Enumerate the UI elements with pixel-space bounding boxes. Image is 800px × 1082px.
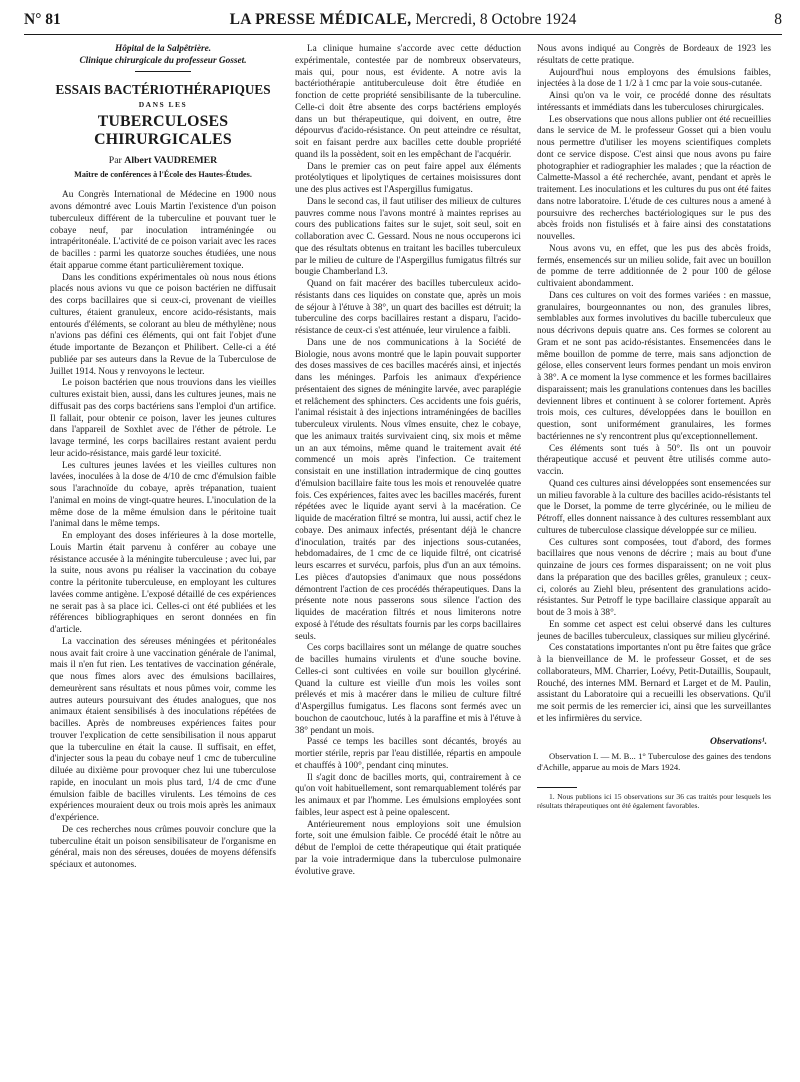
issue-number: N° 81 xyxy=(24,11,61,28)
paragraph: Les cultures jeunes lavées et les vieilles cultures non lavées, inoculées à la dose de 4/10 de cmc d'émulsion faible sous l'arachnoïde du cobaye, après trépanation, tuaient l'animal en moins de vingt-quatre heures. L'inoculation de la même dose de la même émulsion dans le péritoine tuait l'animal dans le même temps. xyxy=(50,460,276,530)
paragraph: Ainsi qu'on va le voir, ce procédé donne des résultats intéressants et immédiats dans les tuberculoses chirurgicales. xyxy=(537,91,771,113)
hospital-line-2: Clinique chirurgicale du professeur Gosset. xyxy=(79,55,247,66)
heading-separator xyxy=(135,71,191,72)
page-header xyxy=(24,10,782,32)
author-name: Albert VAUDREMER xyxy=(124,154,218,166)
journal-title-line xyxy=(24,10,782,30)
byline xyxy=(50,155,276,167)
paragraph: Dans ces cultures on voit des formes variées : en massue, granulaires, bourgeonnantes ou non, des granules libres, semblables aux formes involutives du bacille tuberculeux que nous décrivons depuis quatre ans. Ces formes se colorent au Gram et ne sont pas acido-résistantes. Ensemencées dans le même bouillon de pomme de terre, mais sans adjonction de gélose, elles conservent leurs formes pendant un mois environ à 38°. A ce moment la lyse commence et les formes bacillaires disparaissent; mais les granulations contenues dans les bacilles deviennent libres et continuent à se colorer fortement. Après trois mois, ces cultures, développées dans le bouillon en question, sont uniformément granulaires, les formes bactériennes ne s'y rencontrent plus qu'exceptionnellement. xyxy=(537,290,771,442)
paragraph: Dans une de nos communications à la Société de Biologie, nous avons montré que le lapin pouvait supporter des doses massives de ces bacilles macérés ainsi, et injectés dans les méninges. Parfois les animaux d'expérience présentaient des signes de méningite larvée, avec paraplégie et relâchement des sphincters. Ces accidents une fois guéris, l'animal résistait à des injections intraméningées de bacilles tuberculeux virulents. Nous vîmes ensuite, chez le cobaye, que les animaux traités survivaient cinq, six mois et même un an aux témoins, même quand le traitement avait été commencé un mois après l'infection. Ce traitement consistait en une instillation intradermique de cinq gouttes d'émulsion bacillaire faite tous les mois et renouvelée quatre fois. Ces expériences, faites avec les bacilles macérés, furent répétées avec le liquide ayant servi à la macération. Ce liquide de macération filtré se montra, lui aussi, actif chez le cobaye. Des animaux infectés, présentant déjà le chancre d'inoculation, traités par des injections sous-cutanées, hebdomadaires, de 1 cmc de ce liquide filtré, ont cicatrisé leurs escarres et survécu, parfois, plus d'un an aux témoins. Les pièces d'autopsies d'animaux que nous possédons démontrent l'action de ces procédés thérapeutiques. Dans la présente note nous passerons sous silence l'action des liquides de macération filtrés et nous limiterons notre exposé à l'étude des résultats fournis par les corps bacillaires seuls. xyxy=(295,337,521,642)
paragraph: Les observations que nous allons publier ont été recueillies dans le service de M. le professeur Gosset qui a bien voulu nous permettre d'utiliser les moyens scientifiques complets dont ce service dispose. C'est ainsi que nous avons pu faire photographier et radiographier les malades ; que la réaction de Calmette-Massol a été recherchée, avant, pendant et après le traitement. Les inoculations et les cultures du pus ont été faites dans notre laboratoire. L'étude de ces cultures nous a amené à poursuivre des recherches bactériologiques sur le pus des abcès froids non fistulisés et à faire ainsi des constatations nouvelles. xyxy=(537,114,771,242)
paragraph: Ces constatations importantes n'ont pu être faites que grâce à la bienveillance de M. le professeur Gosset, et de ses collaborateurs, MM. Charrier, Loévy, Petit-Dutaillis, Soupault, Rouché, des internes MM. Bernard et Larget et de M. Paulin, assistant du Laboratoire qui a recueilli les observations. Qu'il me soit permis de les remercier ici, ainsi que les surveillantes et les infirmières du service. xyxy=(537,643,771,724)
hospital-heading xyxy=(50,44,276,67)
observations-heading: Observations¹. xyxy=(710,735,767,747)
column-2 xyxy=(295,44,521,1064)
footnote-rule xyxy=(537,787,577,788)
journal-name: LA PRESSE MÉDICALE, xyxy=(229,11,412,28)
column-3 xyxy=(537,44,771,1064)
paragraph: En employant des doses inférieures à la dose mortelle, Louis Martin était parvenu à conférer au cobaye une résistance accusée à la méningite tuberculeuse ; avec lui, par la suite, nous avons pu réaliser la vaccination du cobaye contre la péritonite tuberculeuse, en employant les cultures lavées comme antigène. L'exposé détaillé de ces expériences ne serait pas à sa place ici. Celles-ci ont été publiées et les références bibliographiques en seront données en fin d'article. xyxy=(50,531,276,635)
paragraph: Passé ce temps les bacilles sont décantés, broyés au mortier stérile, repris par l'eau distillée, répartis en ampoule et chauffés à 100°, pendant cinq minutes. xyxy=(295,737,521,771)
paragraph: Dans les conditions expérimentales où nous nous étions placés nous avions vu que ce poison bactérien ne diffusait des corps bacillaires que si ceux-ci, provenant de vieilles cultures, étaient granuleux, encore acido-résistants, mais entourés d'éléments, se colorant au bleu de méthylène; nous n'avions pas défini ces éléments, qui ont fait l'objet d'une étude importante de Bezançon et Philibert. Celle-ci a été publiée par ses auteurs dans la Revue de la Tuberculose de Juillet 1914. Nous y renvoyons le lecteur. xyxy=(50,272,276,377)
article-title-line-3: TUBERCULOSES CHIRURGICALES xyxy=(94,112,232,148)
paragraph: Ces cultures sont composées, tout d'abord, des formes bacillaires que nous venons de décrire ; mais au bout d'une quinzaine de jours ces formes disparaissent; on ne voit plus dans la préparation que des bacilles grêles, granuleux ; ceux-ci, colorés au Ziehl bleu, présentent des granulations acido-résistantes. Sur Petroff le type bacillaire classique apparaît au bout de 3 mois à 38°. xyxy=(537,537,771,618)
paragraph: Nous avons vu, en effet, que les pus des abcès froids, fermés, ensemencés sur un milieu solide, fait avec un bouillon de pomme de terre additionnée de 2 pour 100 de gélose cultivaient abondamment. xyxy=(537,243,771,289)
article-title-line-1: ESSAIS BACTÉRIOTHÉRAPIQUES xyxy=(55,82,271,97)
hospital-line-1: Hôpital de la Salpêtrière. xyxy=(114,44,212,54)
paragraph: Ces éléments sont tués à 50°. Ils ont un pouvoir thérapeutique accusé et peuvent être utilisés comme auto-vaccin. xyxy=(537,443,771,477)
footnote: 1. Nous publions ici 15 observations sur 36 cas traités pour lesquels les résultats thérapeutiques ont été également favorables. xyxy=(537,791,771,811)
paragraph: Au Congrès International de Médecine en 1900 nous avons démontré avec Louis Martin l'existence d'un poison tuberculeux différent de la tuberculine et pouvant tuer le cobaye neuf, par inoculation intraméningée ou intrapéritonéale. L'activité de ce poison variait avec les races de bacilles : parmi les quatorze souches étudiées, une nous était apparue comme étant particulièrement toxique. xyxy=(50,190,276,271)
paragraph: La clinique humaine s'accorde avec cette déduction expérimentale, contestée par de nombreux observateurs, mais qui, pour nous, est évidente. A notre avis la bactériothérapie antituberculeuse doit être étudiée en fonction de cette propriété sensibilisante de la tuberculine. Celle-ci doit être absente des corps bactériens employés dans un but thérapeutique, qui doivent, en outre, être dépourvus d'acido-résistance. On peut atteindre ce résultat, soit en faisant perdre aux bacilles cette double propriété quand ils la possèdent, soit en les empêchant de l'acquérir. xyxy=(295,44,521,160)
issue-date: Mercredi, 8 Octobre 1924 xyxy=(415,11,577,28)
column-1 xyxy=(50,44,276,1064)
paragraph: Ces corps bacillaires sont un mélange de quatre souches de bacilles humains virulents et d'une souche bovine. Celles-ci sont cultivées en voile sur bouillon glycériné. Quand la culture est vieille d'un mois les voiles sont prélevés et mis à macérer dans le milieu de culture filtré d'Aspergillus fumigatus. Les flacons sont fermés avec un bouchon de caoutchouc, lutés à la paraffine et mis à l'étuve à 38° pendant un mois. xyxy=(295,643,521,736)
paragraph: Quand ces cultures ainsi développées sont ensemencées sur un milieu favorable à la culture des bacilles acido-résistants tel que le Dorset, la pomme de terre glycérinée, ou le milieu de Pétroff, elles donnent naissance à des cultures ressemblant aux cultures de tuberculose classique développée sur ce milieu. xyxy=(537,478,771,536)
paragraph: Dans le premier cas on peut faire appel aux éléments protéolytiques et lipolytiques de certaines moisissures dont une des plus actives est l'Aspergillus fumigatus. xyxy=(295,161,521,195)
paragraph: Dans le second cas, il faut utiliser des milieux de cultures pauvres comme nous l'avons montré à maintes reprises au cours des publications faites sur le sujet, soit seul, soit en collaboration avec C. Gessard. Nous ne nous occuperons ici que des résultats obtenus en traitant les bacilles tuberculeux par le milieu de culture de l'Aspergillus fumigatus filtrés sur bougie Chamberland L3. xyxy=(295,196,521,278)
author-affiliation: Maître de conférences à l'École des Hautes-Études. xyxy=(74,169,252,179)
paragraph: Antérieurement nous employions soit une émulsion forte, soit une émulsion faible. Ce procédé était le nôtre au début de l'emploi de cette thérapeutique qui était pratiquée par la voie intradermique dans la tuberculose pulmonaire évolutive grave. xyxy=(295,819,521,877)
paragraph: La vaccination des séreuses méningées et péritonéales nous avait fait croire à une vaccination générale de l'animal, mais il n'en fut rien. Les tentatives de vaccination générale, que nous fîmes alors avec des émulsions bacillaires, demeurèrent sans résultats et nous pûmes voir, comme les autres auteurs poursuivant des études analogues, que nos animaux étaient sensibilisés à des inoculations répétées de bacilles. Après de nombreuses expériences faites pour trouver l'explication de cette sensibilisation il nous apparut que la tuberculine en était la cause. Il suffisait, en effet, d'injecter sous la peau du cobaye neuf 1 cmc de tuberculine diluée au dixième pour provoquer chez lui une tuberculose rapide, en inoculant un mois plus tard, 1/4 de cmc d'une émulsion faible de bacilles virulents. Les témoins de ces expériences mouraient deux ou trois mois après les animaux d'expérience. xyxy=(50,636,276,823)
paragraph: Quand on fait macérer des bacilles tuberculeux acido-résistants dans ces liquides on constate que, après un mois de séjour à l'étuve à 38°, un quart des bacilles est détruit; la tuberculine des corps bacillaires restant a disparu, l'acido-résistance de ceux-ci s'est atténuée, leur virulence a faibli. xyxy=(295,279,521,336)
page-number: 8 xyxy=(774,11,782,28)
paragraph: Aujourd'hui nous employons des émulsions faibles, injectées à la dose de 1 1/2 à 1 cmc par la voie sous-cutanée. xyxy=(537,67,771,90)
paragraph: De ces recherches nous crûmes pouvoir conclure que la tuberculine était un poison sensibilisateur de l'organisme en général, mais non des séreuses, douées de moyens défensifs spéciaux et autonomes. xyxy=(50,824,276,870)
article-title-line-2: DANS LES xyxy=(138,100,188,109)
byline-prefix: Par xyxy=(108,154,122,166)
header-rule xyxy=(24,34,782,35)
observation-1: Observation I. — M. B... 1° Tuberculose des gaines des tendons d'Achille, apparue au mois de Mars 1924. xyxy=(537,751,771,773)
paragraph: Nous avons indiqué au Congrès de Bordeaux de 1923 les résultats de cette pratique. xyxy=(537,44,771,66)
paragraph: Le poison bactérien que nous trouvions dans les vieilles cultures existait bien, aussi, dans les cultures jeunes, mais ne diffusait pas des corps bactériens sans l'emploi d'un artifice. Il fallait, pour obtenir ce poison, laver les jeunes cultures dans l'appareil de Soxhlet avec de l'éther de pétrole. Le lavage terminé, les corps bacillaires restant avaient perdu leur acido-résistance, mais gardé leur toxicité. xyxy=(50,378,276,459)
paragraph: Il s'agit donc de bacilles morts, qui, contrairement à ce qu'on voit habituellement, sont remarquablement tolérés par les animaux et par l'homme. Les émulsions employées sont faibles, leur aspect est à peine opalescent. xyxy=(295,772,521,818)
paragraph: En somme cet aspect est celui observé dans les cultures jeunes de bacilles tuberculeux, classiques sur milieu glycériné. xyxy=(537,619,771,642)
